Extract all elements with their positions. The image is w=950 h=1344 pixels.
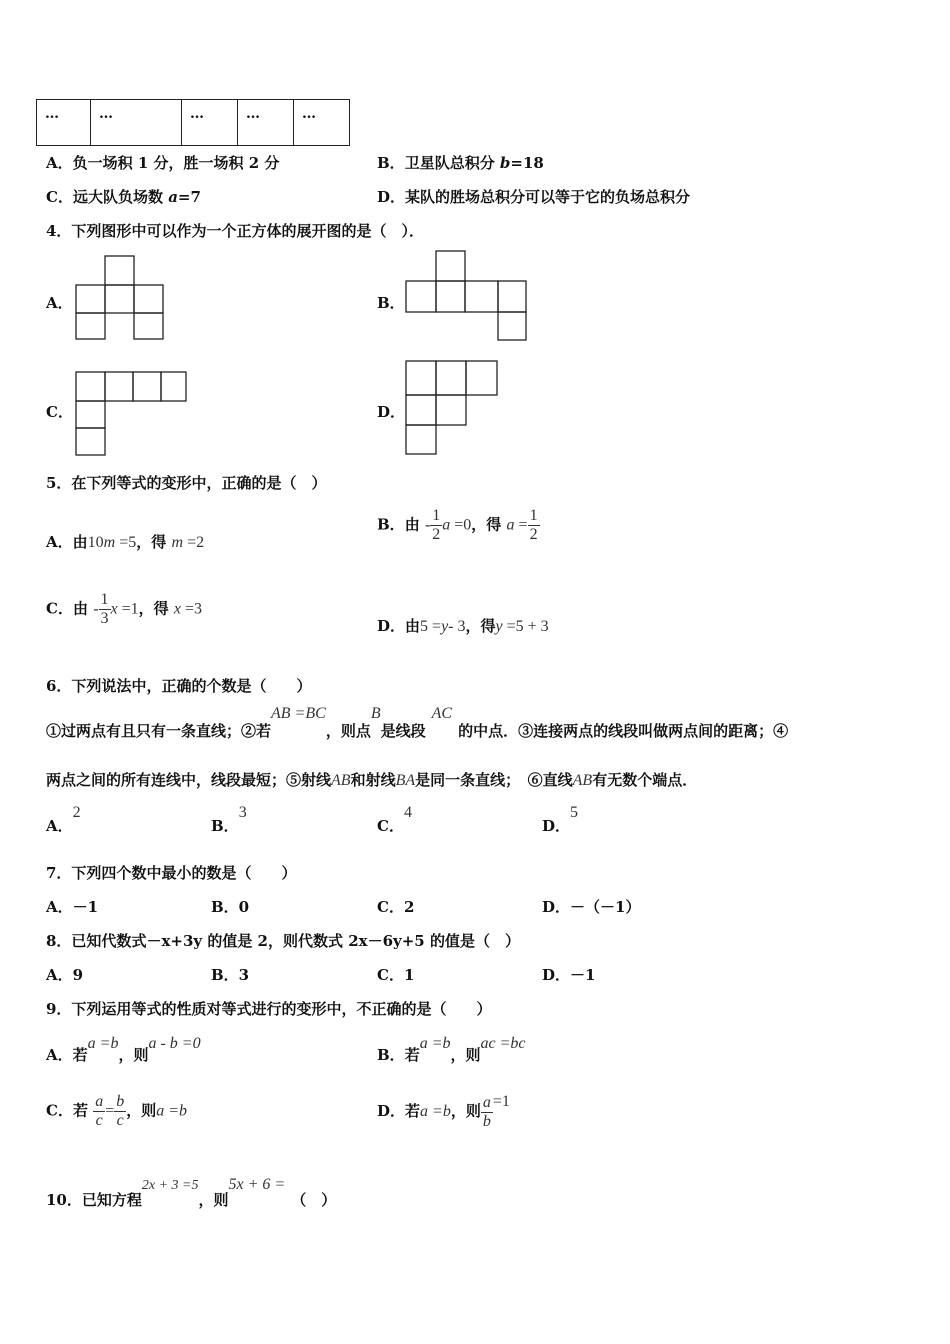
q7-stem: 7．下列四个数中最小的数是（ ） [46, 864, 297, 882]
q3-option-c[interactable]: C．远大队负场数 a=7 [46, 188, 201, 206]
q3-option-a[interactable]: A．负一场积 1 分，胜一场积 2 分 [46, 154, 280, 172]
q9-option-d[interactable]: D．若a =b，则 $\frac{a}{b}$ =1 [377, 1093, 510, 1130]
q5-stem: 5．在下列等式的变形中，正确的是（ ） [46, 474, 327, 492]
table-cell: … [91, 100, 182, 146]
cube-net-d[interactable] [400, 356, 504, 460]
q7-option-d[interactable]: D．－（－1） [542, 898, 641, 916]
cube-net-b[interactable] [400, 248, 534, 344]
fraction: $\frac{b}{c}$ [116, 1093, 125, 1129]
q7-option-a[interactable]: A．－1 [46, 898, 99, 916]
q9-option-c[interactable]: C．若 $\frac{a}{c}$ = $\frac{b}{c}$ ，则a =b [46, 1093, 188, 1129]
q5-option-a[interactable]: A．由10m =5，得 m =2 [46, 533, 205, 551]
q5-option-d[interactable]: D．由5 =y- 3，得y =5 + 3 [377, 617, 549, 635]
q7-option-b[interactable]: B．0 [211, 898, 250, 916]
q3-option-b[interactable]: B．卫星队总积分 b=18 [377, 154, 544, 172]
q6-option-a[interactable]: A．2 [46, 804, 81, 835]
table-cell: … [37, 100, 91, 146]
q5-option-c[interactable]: C．由 - $\frac{1}{3}$ x =1，得 x =3 [46, 591, 203, 627]
q7-option-c[interactable]: C．2 [377, 898, 415, 916]
cube-net-c[interactable] [70, 368, 192, 460]
fraction: $\frac{1}{2}$ [529, 507, 538, 543]
q4-label-c[interactable]: C． [46, 403, 73, 421]
q6-statement-line1: ①过两点有且只有一条直线；②若AB =BC，则点B是线段AC的中点．③连接两点的线段叫做两点间的距离；④ [46, 705, 789, 740]
q4-label-b[interactable]: B． [377, 294, 405, 312]
q6-option-b[interactable]: B．3 [211, 804, 247, 835]
score-table [36, 99, 350, 146]
cube-net-a[interactable] [70, 252, 170, 344]
table-cell: … [238, 100, 294, 146]
q6-stem: 6．下列说法中，正确的个数是（ ） [46, 677, 312, 695]
fraction: $\frac{a}{c}$ [95, 1093, 104, 1129]
table-cell: … [182, 100, 238, 146]
q8-option-d[interactable]: D．－1 [542, 966, 596, 984]
q8-option-c[interactable]: C．1 [377, 966, 415, 984]
q6-option-c[interactable]: C．4 [377, 804, 412, 835]
q6-statement-line2: 两点之间的所有连线中，线段最短；⑤射线AB和射线BA是同一条直线； ⑥直线AB有无数个端点． [46, 771, 698, 789]
q8-option-b[interactable]: B．3 [211, 966, 250, 984]
q4-label-d[interactable]: D． [377, 403, 406, 421]
q3-option-d[interactable]: D．某队的胜场总积分可以等于它的负场总积分 [377, 188, 691, 206]
q9-option-a[interactable]: A．若a =b，则a - b =0 [46, 1035, 201, 1064]
q5-option-b[interactable]: B．由 - $\frac{1}{2}$ a =0，得 a = $\frac{1}{2}$ [377, 507, 538, 543]
table-cell: … [294, 100, 350, 146]
q8-option-a[interactable]: A．9 [46, 966, 84, 984]
q9-stem: 9．下列运用等式的性质对等式进行的变形中，不正确的是（ ） [46, 1000, 492, 1018]
q6-option-d[interactable]: D．5 [542, 804, 579, 835]
fraction: $\frac{1}{2}$ [432, 507, 441, 543]
fraction: $\frac{a}{b}$ [482, 1093, 491, 1130]
q4-stem: 4．下列图形中可以作为一个正方体的展开图的是（ ）． [46, 222, 424, 240]
fraction: $\frac{1}{3}$ [100, 591, 109, 627]
q4-label-a[interactable]: A． [46, 294, 73, 312]
q9-option-b[interactable]: B．若a =b，则ac =bc [377, 1035, 526, 1064]
q8-stem: 8．已知代数式－x+3y 的值是 2，则代数式 2x－6y+5 的值是（ ） [46, 932, 520, 950]
q10-stem: 10．已知方程2x + 3 =5，则5x + 6 =（ ） [46, 1176, 337, 1209]
